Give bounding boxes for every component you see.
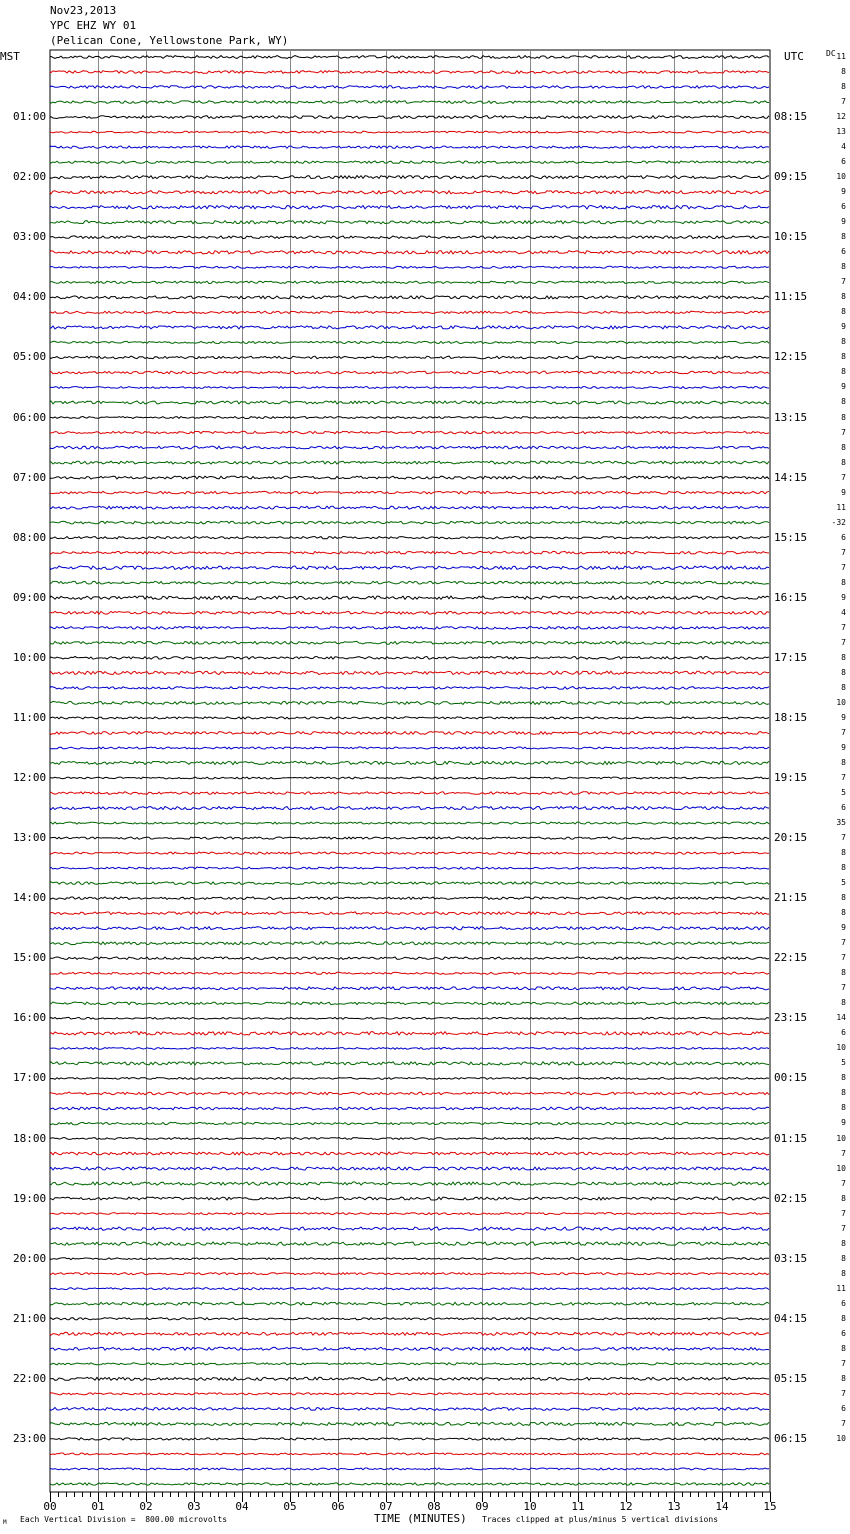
dc-offset-value: 7 xyxy=(841,637,846,647)
dc-offset-value: 10 xyxy=(836,172,846,182)
seismic-trace xyxy=(50,1182,769,1185)
right-hour-label: 03:15 xyxy=(774,1251,808,1265)
dc-offset-value: 8 xyxy=(841,262,846,272)
dc-offset-value: 7 xyxy=(841,773,846,782)
seismic-trace xyxy=(50,1273,769,1275)
dc-offset-value: 8 xyxy=(841,1343,846,1353)
dc-offset-value: 7 xyxy=(841,953,846,963)
dc-offset-value: 11 xyxy=(836,502,846,512)
seismic-trace xyxy=(50,1318,769,1320)
dc-offset-value: 14 xyxy=(836,1013,846,1023)
left-hour-label: 22:00 xyxy=(13,1371,47,1385)
seismic-trace xyxy=(50,1078,769,1080)
dc-offset-value: 7 xyxy=(841,277,846,287)
seismic-trace xyxy=(50,1393,769,1395)
left-hour-label: 12:00 xyxy=(13,771,47,784)
dc-offset-value: 8 xyxy=(841,893,846,903)
seismic-trace xyxy=(50,176,769,179)
seismic-trace xyxy=(50,957,769,960)
seismic-trace xyxy=(50,837,769,839)
seismic-trace xyxy=(50,1062,769,1065)
seismic-trace xyxy=(50,897,769,900)
seismic-trace xyxy=(50,461,769,464)
dc-offset-value: 35 xyxy=(836,818,846,828)
x-tick-label: 14 xyxy=(715,1500,729,1513)
right-hour-label: 16:15 xyxy=(774,590,808,604)
seismic-trace xyxy=(50,476,769,479)
right-hour-label: 01:15 xyxy=(774,1131,808,1145)
dc-offset-value: 9 xyxy=(841,923,846,933)
dc-offset-value: 11 xyxy=(836,52,846,61)
dc-offset-value: 6 xyxy=(841,803,846,813)
dc-offset-value: 10 xyxy=(836,1133,846,1143)
seismic-trace xyxy=(50,1258,769,1260)
dc-offset-value: 8 xyxy=(841,908,846,918)
dc-offset-value: 8 xyxy=(841,337,846,347)
left-timezone-label: MST xyxy=(0,50,20,63)
x-tick-label: 02 xyxy=(139,1500,153,1513)
dc-label: DC xyxy=(826,49,836,58)
seismic-trace xyxy=(50,927,769,930)
dc-offset-value: 8 xyxy=(841,367,846,377)
seismic-trace xyxy=(50,701,769,704)
right-hour-label: 13:15 xyxy=(774,410,808,424)
dc-offset-value: 8 xyxy=(841,757,846,767)
seismic-trace xyxy=(50,1048,769,1050)
seismic-trace xyxy=(50,551,769,554)
seismic-trace xyxy=(50,86,769,89)
plot-date: Nov23,2013 xyxy=(50,4,117,17)
seismic-trace xyxy=(50,131,769,133)
seismic-trace xyxy=(50,657,769,660)
seismic-trace xyxy=(50,71,769,74)
seismic-trace xyxy=(50,777,769,779)
seismic-trace xyxy=(50,387,769,389)
seismic-trace xyxy=(50,1422,769,1425)
left-hour-label: 19:00 xyxy=(13,1191,47,1205)
dc-offset-value: -32 xyxy=(831,517,846,527)
dc-offset-value: 8 xyxy=(841,457,846,467)
seismic-trace xyxy=(50,1438,769,1440)
seismic-trace xyxy=(50,792,769,795)
dc-offset-value: 6 xyxy=(841,532,846,542)
dc-offset-value: 8 xyxy=(841,307,846,317)
seismic-trace xyxy=(50,341,769,343)
x-tick-label: 05 xyxy=(283,1500,297,1513)
dc-offset-value: 8 xyxy=(841,682,846,692)
dc-offset-value: 8 xyxy=(841,82,846,92)
dc-offset-value: 8 xyxy=(841,1268,846,1278)
seismic-trace xyxy=(50,1017,769,1019)
dc-offset-value: 8 xyxy=(841,292,846,302)
dc-offset-value: 6 xyxy=(841,202,846,212)
seismic-trace xyxy=(50,852,769,854)
left-hour-label: 16:00 xyxy=(13,1011,47,1025)
x-tick-label: 10 xyxy=(523,1500,537,1513)
seismic-trace xyxy=(50,206,769,209)
right-hour-label: 00:15 xyxy=(774,1071,808,1085)
scale-mark: M xyxy=(3,1519,7,1526)
dc-offset-value: 7 xyxy=(841,547,846,557)
seismic-trace xyxy=(50,296,769,299)
left-hour-label: 09:00 xyxy=(13,590,47,604)
left-hour-label: 13:00 xyxy=(13,831,47,845)
dc-offset-value: 5 xyxy=(841,1058,846,1068)
dc-offset-value: 9 xyxy=(841,217,846,227)
seismic-trace xyxy=(50,221,769,224)
x-tick-label: 01 xyxy=(91,1500,105,1513)
dc-offset-value: 9 xyxy=(841,487,846,497)
seismic-trace xyxy=(50,506,769,509)
dc-offset-value: 7 xyxy=(841,622,846,632)
dc-offset-value: 7 xyxy=(841,1148,846,1158)
left-hour-label: 08:00 xyxy=(13,530,47,544)
dc-offset-value: 8 xyxy=(841,1088,846,1098)
seismic-trace xyxy=(50,687,769,690)
dc-offset-value: 12 xyxy=(836,112,846,122)
dc-offset-value: 8 xyxy=(841,442,846,452)
seismic-trace xyxy=(50,807,769,810)
dc-offset-value: 4 xyxy=(841,607,846,617)
dc-offset-value: 9 xyxy=(841,187,846,197)
left-hour-label: 20:00 xyxy=(13,1251,47,1265)
dc-offset-value: 8 xyxy=(841,1253,846,1263)
seismic-trace xyxy=(50,1377,769,1380)
x-tick-label: 06 xyxy=(331,1500,345,1513)
dc-offset-value: 13 xyxy=(836,127,846,137)
seismic-trace xyxy=(50,732,769,735)
left-hour-label: 17:00 xyxy=(13,1071,47,1085)
x-tick-label: 09 xyxy=(475,1500,489,1513)
seismic-trace xyxy=(50,266,769,268)
dc-offset-value: 10 xyxy=(836,1043,846,1053)
seismic-trace xyxy=(50,581,769,584)
dc-offset-value: 7 xyxy=(841,938,846,948)
x-tick-label: 12 xyxy=(619,1500,633,1513)
dc-offset-value: 9 xyxy=(841,712,846,722)
seismic-trace xyxy=(50,627,769,630)
dc-offset-value: 10 xyxy=(836,1163,846,1173)
seismic-trace xyxy=(50,1363,769,1365)
dc-offset-value: 7 xyxy=(841,833,846,843)
left-hour-label: 23:00 xyxy=(13,1431,47,1445)
dc-offset-value: 6 xyxy=(841,157,846,167)
seismic-trace xyxy=(50,191,769,194)
seismic-trace xyxy=(50,1197,769,1200)
left-hour-label: 01:00 xyxy=(13,110,47,124)
seismic-trace xyxy=(50,1242,769,1245)
dc-offset-value: 9 xyxy=(841,322,846,332)
dc-offset-value: 8 xyxy=(841,412,846,422)
seismic-trace xyxy=(50,1288,769,1290)
x-tick-label: 13 xyxy=(667,1500,681,1513)
seismic-trace xyxy=(50,537,769,539)
dc-offset-value: 6 xyxy=(841,247,846,257)
dc-offset-value: 7 xyxy=(841,983,846,993)
dc-offset-value: 8 xyxy=(841,67,846,77)
dc-offset-value: 7 xyxy=(841,562,846,572)
dc-offset-value: 8 xyxy=(841,652,846,662)
seismic-trace xyxy=(50,761,769,764)
dc-offset-value: 9 xyxy=(841,592,846,602)
seismic-trace xyxy=(50,371,769,374)
dc-offset-value: 7 xyxy=(841,1178,846,1188)
right-hour-label: 22:15 xyxy=(774,951,808,965)
seismic-trace xyxy=(50,912,769,915)
right-hour-label: 05:15 xyxy=(774,1371,808,1385)
seismic-trace xyxy=(50,146,769,148)
seismic-trace xyxy=(50,251,769,254)
seismic-trace xyxy=(50,1122,769,1124)
vertical-division-note: Each Vertical Division = 800.00 microvolts xyxy=(20,1515,228,1524)
dc-offset-value: 8 xyxy=(841,352,846,362)
dc-offset-value: 5 xyxy=(841,788,846,798)
seismic-trace xyxy=(50,116,769,119)
seismic-trace xyxy=(50,1332,769,1335)
right-hour-label: 06:15 xyxy=(774,1431,808,1445)
seismic-trace xyxy=(50,417,769,419)
dc-offset-value: 7 xyxy=(841,1388,846,1398)
left-hour-label: 18:00 xyxy=(13,1131,47,1145)
x-tick-label: 08 xyxy=(427,1500,441,1513)
seismic-trace xyxy=(50,1453,769,1455)
seismic-trace xyxy=(50,641,769,644)
dc-offset-value: 8 xyxy=(841,1313,846,1323)
right-hour-label: 02:15 xyxy=(774,1191,808,1205)
right-hour-label: 09:15 xyxy=(774,170,808,184)
seismic-trace xyxy=(50,1152,769,1155)
plot-location: (Pelican Cone, Yellowstone Park, WY) xyxy=(50,34,289,47)
seismic-trace xyxy=(50,596,769,599)
seismic-trace xyxy=(50,972,769,974)
seismic-trace xyxy=(50,611,769,614)
dc-offset-value: 7 xyxy=(841,1223,846,1233)
dc-offset-value: 7 xyxy=(841,1358,846,1368)
dc-offset-value: 9 xyxy=(841,1118,846,1128)
right-hour-label: 20:15 xyxy=(774,831,808,845)
seismic-trace xyxy=(50,281,769,283)
left-hour-label: 06:00 xyxy=(13,410,47,424)
seismic-trace xyxy=(50,867,769,869)
dc-offset-value: 8 xyxy=(841,1073,846,1083)
dc-offset-value: 6 xyxy=(841,1328,846,1338)
seismic-trace xyxy=(50,1107,769,1110)
seismic-trace xyxy=(50,987,769,990)
plot-station: YPC EHZ WY 01 xyxy=(50,19,137,32)
dc-offset-value: 5 xyxy=(841,878,846,888)
dc-offset-value: 7 xyxy=(841,427,846,437)
right-hour-label: 11:15 xyxy=(774,290,808,304)
dc-offset-value: 8 xyxy=(841,1103,846,1113)
dc-offset-value: 8 xyxy=(841,968,846,978)
clip-note: Traces clipped at plus/minus 5 vertical divisions xyxy=(482,1515,719,1524)
x-tick-label: 04 xyxy=(235,1500,249,1513)
seismic-trace xyxy=(50,521,769,524)
x-tick-label: 07 xyxy=(379,1500,393,1513)
seismic-trace xyxy=(50,236,769,239)
seismic-trace xyxy=(50,1002,769,1005)
dc-offset-value: 8 xyxy=(841,848,846,858)
left-hour-label: 15:00 xyxy=(13,951,47,965)
dc-offset-value: 8 xyxy=(841,577,846,587)
x-tick-label: 11 xyxy=(571,1500,585,1513)
seismic-trace xyxy=(50,717,769,719)
left-hour-label: 05:00 xyxy=(13,350,47,364)
dc-offset-value: 6 xyxy=(841,1028,846,1038)
dc-offset-value: 4 xyxy=(841,142,846,152)
seismic-trace xyxy=(50,747,769,749)
right-timezone-label: UTC xyxy=(784,50,804,63)
dc-offset-value: 8 xyxy=(841,1373,846,1383)
x-tick-label: 00 xyxy=(43,1500,57,1513)
right-hour-label: 12:15 xyxy=(774,350,808,364)
left-hour-label: 21:00 xyxy=(13,1311,47,1325)
right-hour-label: 18:15 xyxy=(774,710,808,724)
left-hour-label: 02:00 xyxy=(13,170,47,184)
seismic-trace xyxy=(50,1468,769,1470)
seismic-trace xyxy=(50,491,769,494)
right-hour-label: 21:15 xyxy=(774,891,808,905)
right-hour-label: 23:15 xyxy=(774,1011,808,1025)
seismic-trace xyxy=(50,101,769,104)
seismic-trace xyxy=(50,311,769,313)
seismic-trace xyxy=(50,1032,769,1035)
seismic-trace xyxy=(50,326,769,329)
dc-offset-value: 8 xyxy=(841,232,846,242)
seismic-trace xyxy=(50,446,769,449)
dc-offset-value: 6 xyxy=(841,1403,846,1413)
x-axis-title: TIME (MINUTES) xyxy=(374,1512,467,1525)
seismic-trace xyxy=(50,161,769,163)
dc-offset-value: 8 xyxy=(841,667,846,677)
dc-offset-value: 9 xyxy=(841,382,846,392)
left-hour-label: 14:00 xyxy=(13,891,47,905)
dc-offset-value: 9 xyxy=(841,742,846,752)
right-hour-label: 04:15 xyxy=(774,1311,808,1325)
right-hour-label: 17:15 xyxy=(774,650,808,664)
seismic-trace xyxy=(50,882,769,885)
x-tick-label: 03 xyxy=(187,1500,201,1513)
seismic-trace xyxy=(50,1302,769,1305)
dc-offset-value: 8 xyxy=(841,863,846,873)
seismic-trace xyxy=(50,1408,769,1411)
right-hour-label: 15:15 xyxy=(774,530,808,544)
seismic-trace xyxy=(50,1227,769,1230)
dc-offset-value: 7 xyxy=(841,727,846,737)
dc-offset-value: 7 xyxy=(841,472,846,482)
dc-offset-value: 10 xyxy=(836,1433,846,1443)
seismic-trace xyxy=(50,1347,769,1350)
left-hour-label: 04:00 xyxy=(13,290,47,304)
seismic-trace xyxy=(50,1167,769,1170)
plot-frame xyxy=(50,50,770,1492)
left-hour-label: 11:00 xyxy=(13,710,47,724)
dc-offset-value: 7 xyxy=(841,1208,846,1218)
seismic-trace xyxy=(50,1213,769,1215)
dc-offset-value: 7 xyxy=(841,97,846,107)
seismic-trace xyxy=(50,356,769,359)
seismic-trace xyxy=(50,431,769,433)
right-hour-label: 08:15 xyxy=(774,110,808,124)
seismic-trace xyxy=(50,56,769,59)
seismic-trace xyxy=(50,1483,769,1485)
dc-offset-value: 7 xyxy=(841,1418,846,1428)
seismic-trace xyxy=(50,1138,769,1140)
right-hour-label: 19:15 xyxy=(774,771,808,784)
left-hour-label: 10:00 xyxy=(13,650,47,664)
right-hour-label: 10:15 xyxy=(774,230,808,244)
dc-offset-value: 10 xyxy=(836,697,846,707)
dc-offset-value: 11 xyxy=(836,1283,846,1293)
seismic-trace xyxy=(50,566,769,569)
dc-offset-value: 8 xyxy=(841,998,846,1008)
seismic-trace xyxy=(50,671,769,674)
seismic-trace xyxy=(50,822,769,824)
left-hour-label: 03:00 xyxy=(13,230,47,244)
seismic-trace xyxy=(50,401,769,404)
dc-offset-value: 6 xyxy=(841,1298,846,1308)
x-tick-label: 15 xyxy=(763,1500,777,1513)
dc-offset-value: 8 xyxy=(841,397,846,407)
right-hour-label: 14:15 xyxy=(774,470,808,484)
dc-offset-value: 8 xyxy=(841,1238,846,1248)
dc-offset-value: 8 xyxy=(841,1193,846,1203)
left-hour-label: 07:00 xyxy=(13,470,47,484)
seismic-trace xyxy=(50,1092,769,1095)
seismic-trace xyxy=(50,942,769,945)
